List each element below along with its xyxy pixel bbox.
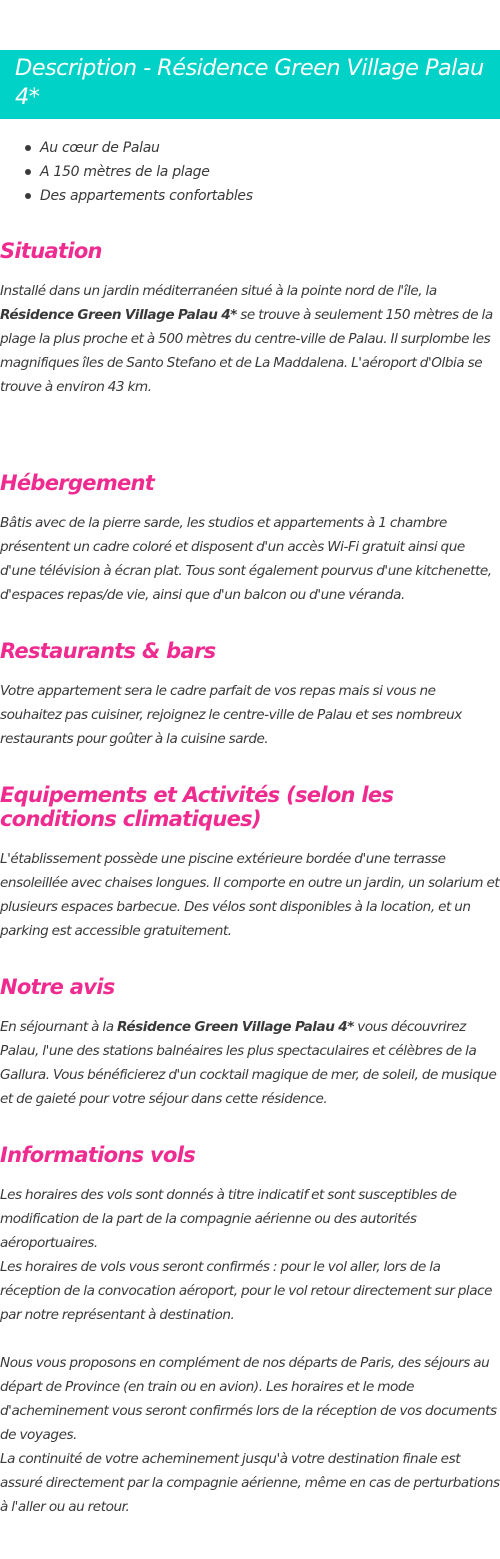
vols-text-4: La continuité de votre acheminement jusqu'à votre destination finale est assuré directement par la compagnie aérienne, même en cas de perturbations à l'aller ou au retour. (0, 1451, 500, 1515)
list-item: Au cœur de Palau (0, 136, 253, 160)
section-title-hebergement: Hébergement (0, 471, 155, 495)
hebergement-text: Bâtis avec de la pierre sarde, les studios et appartements à 1 chambre présentent un cadre coloré et disposent d'un accès Wi-Fi gratuit ainsi que d'une télévision à écran plat. Tous sont également pourvus d'une kitchenette, d'espaces repas/de vie, ainsi que d'un balcon ou d'une véranda. (0, 515, 492, 603)
section-hebergement (0, 471, 500, 607)
situation-text: Installé dans un jardin méditerranéen situé à la pointe nord de l'île, la Résidence Green Village Palau 4* se trouve à seulement 150 mètres de la plage la plus proche et à 500 mètres du centre-ville de Palau. Il surplombe les magnifiques îles de Santo Stefano et de La Maddalena. L'aéroport d'Olbia se trouve à environ 43 km. (0, 283, 493, 395)
section-restaurants (0, 639, 500, 751)
highlights-list (0, 136, 253, 208)
hotel-name-bold: Résidence Green Village Palau 4* (117, 1019, 354, 1035)
bullet-icon (25, 193, 31, 199)
section-avis (0, 975, 500, 1111)
vols-text-2: Les horaires de vols vous seront confirmés : pour le vol aller, lors de la réception de la convocation aéroport, pour le vol retour directement sur place par notre représentant à destination. (0, 1259, 493, 1323)
section-equipements (0, 783, 500, 943)
section-title-vols: Informations vols (0, 1143, 196, 1167)
page-title: Description - Résidence Green Village Palau 4* (15, 55, 484, 110)
hotel-name-bold: Résidence Green Village Palau 4* (0, 307, 237, 323)
section-title-equipements: Equipements et Activités (selon les conditions climatiques) (0, 783, 394, 831)
restaurants-text: Votre appartement sera le cadre parfait de vos repas mais si vous ne souhaitez pas cuisiner, rejoignez le centre-ville de Palau et ses nombreux restaurants pour goûter à la cuisine sarde. (0, 683, 462, 747)
section-situation (0, 239, 500, 399)
section-title-avis: Notre avis (0, 975, 115, 999)
bullet-icon (25, 169, 31, 175)
vols-text-1: Les horaires des vols sont donnés à titre indicatif et sont susceptibles de modification de la part de la compagnie aérienne ou des autorités aéroportuaires. (0, 1187, 457, 1251)
avis-text: En séjournant à la Résidence Green Village Palau 4* vous découvrirez Palau, l'une des stations balnéaires les plus spectaculaires et célèbres de la Gallura. Vous bénéficierez d'un cocktail magique de mer, de soleil, de musique et de gaieté pour votre séjour dans cette résidence. (0, 1019, 497, 1107)
list-item: Des appartements confortables (0, 184, 253, 208)
equipements-text: L'établissement possède une piscine extérieure bordée d'une terrasse ensoleillée avec chaises longues. Il comporte en outre un jardin, un solarium et plusieurs espaces barbecue. Des vélos sont disponibles à la location, et un parking est accessible gratuitement. (0, 851, 500, 939)
list-item: A 150 mètres de la plage (0, 160, 253, 184)
section-vols (0, 1143, 500, 1519)
description-banner (0, 50, 500, 119)
section-title-restaurants: Restaurants & bars (0, 639, 216, 663)
bullet-icon (25, 145, 31, 151)
paragraph-gap (0, 1327, 500, 1351)
vols-text-3: Nous vous proposons en complément de nos départs de Paris, des séjours au départ de Province (en train ou en avion). Les horaires et le mode d'acheminement vous seront confirmés lors de la réception de vos documents de voyages. (0, 1355, 497, 1443)
section-title-situation: Situation (0, 239, 102, 263)
